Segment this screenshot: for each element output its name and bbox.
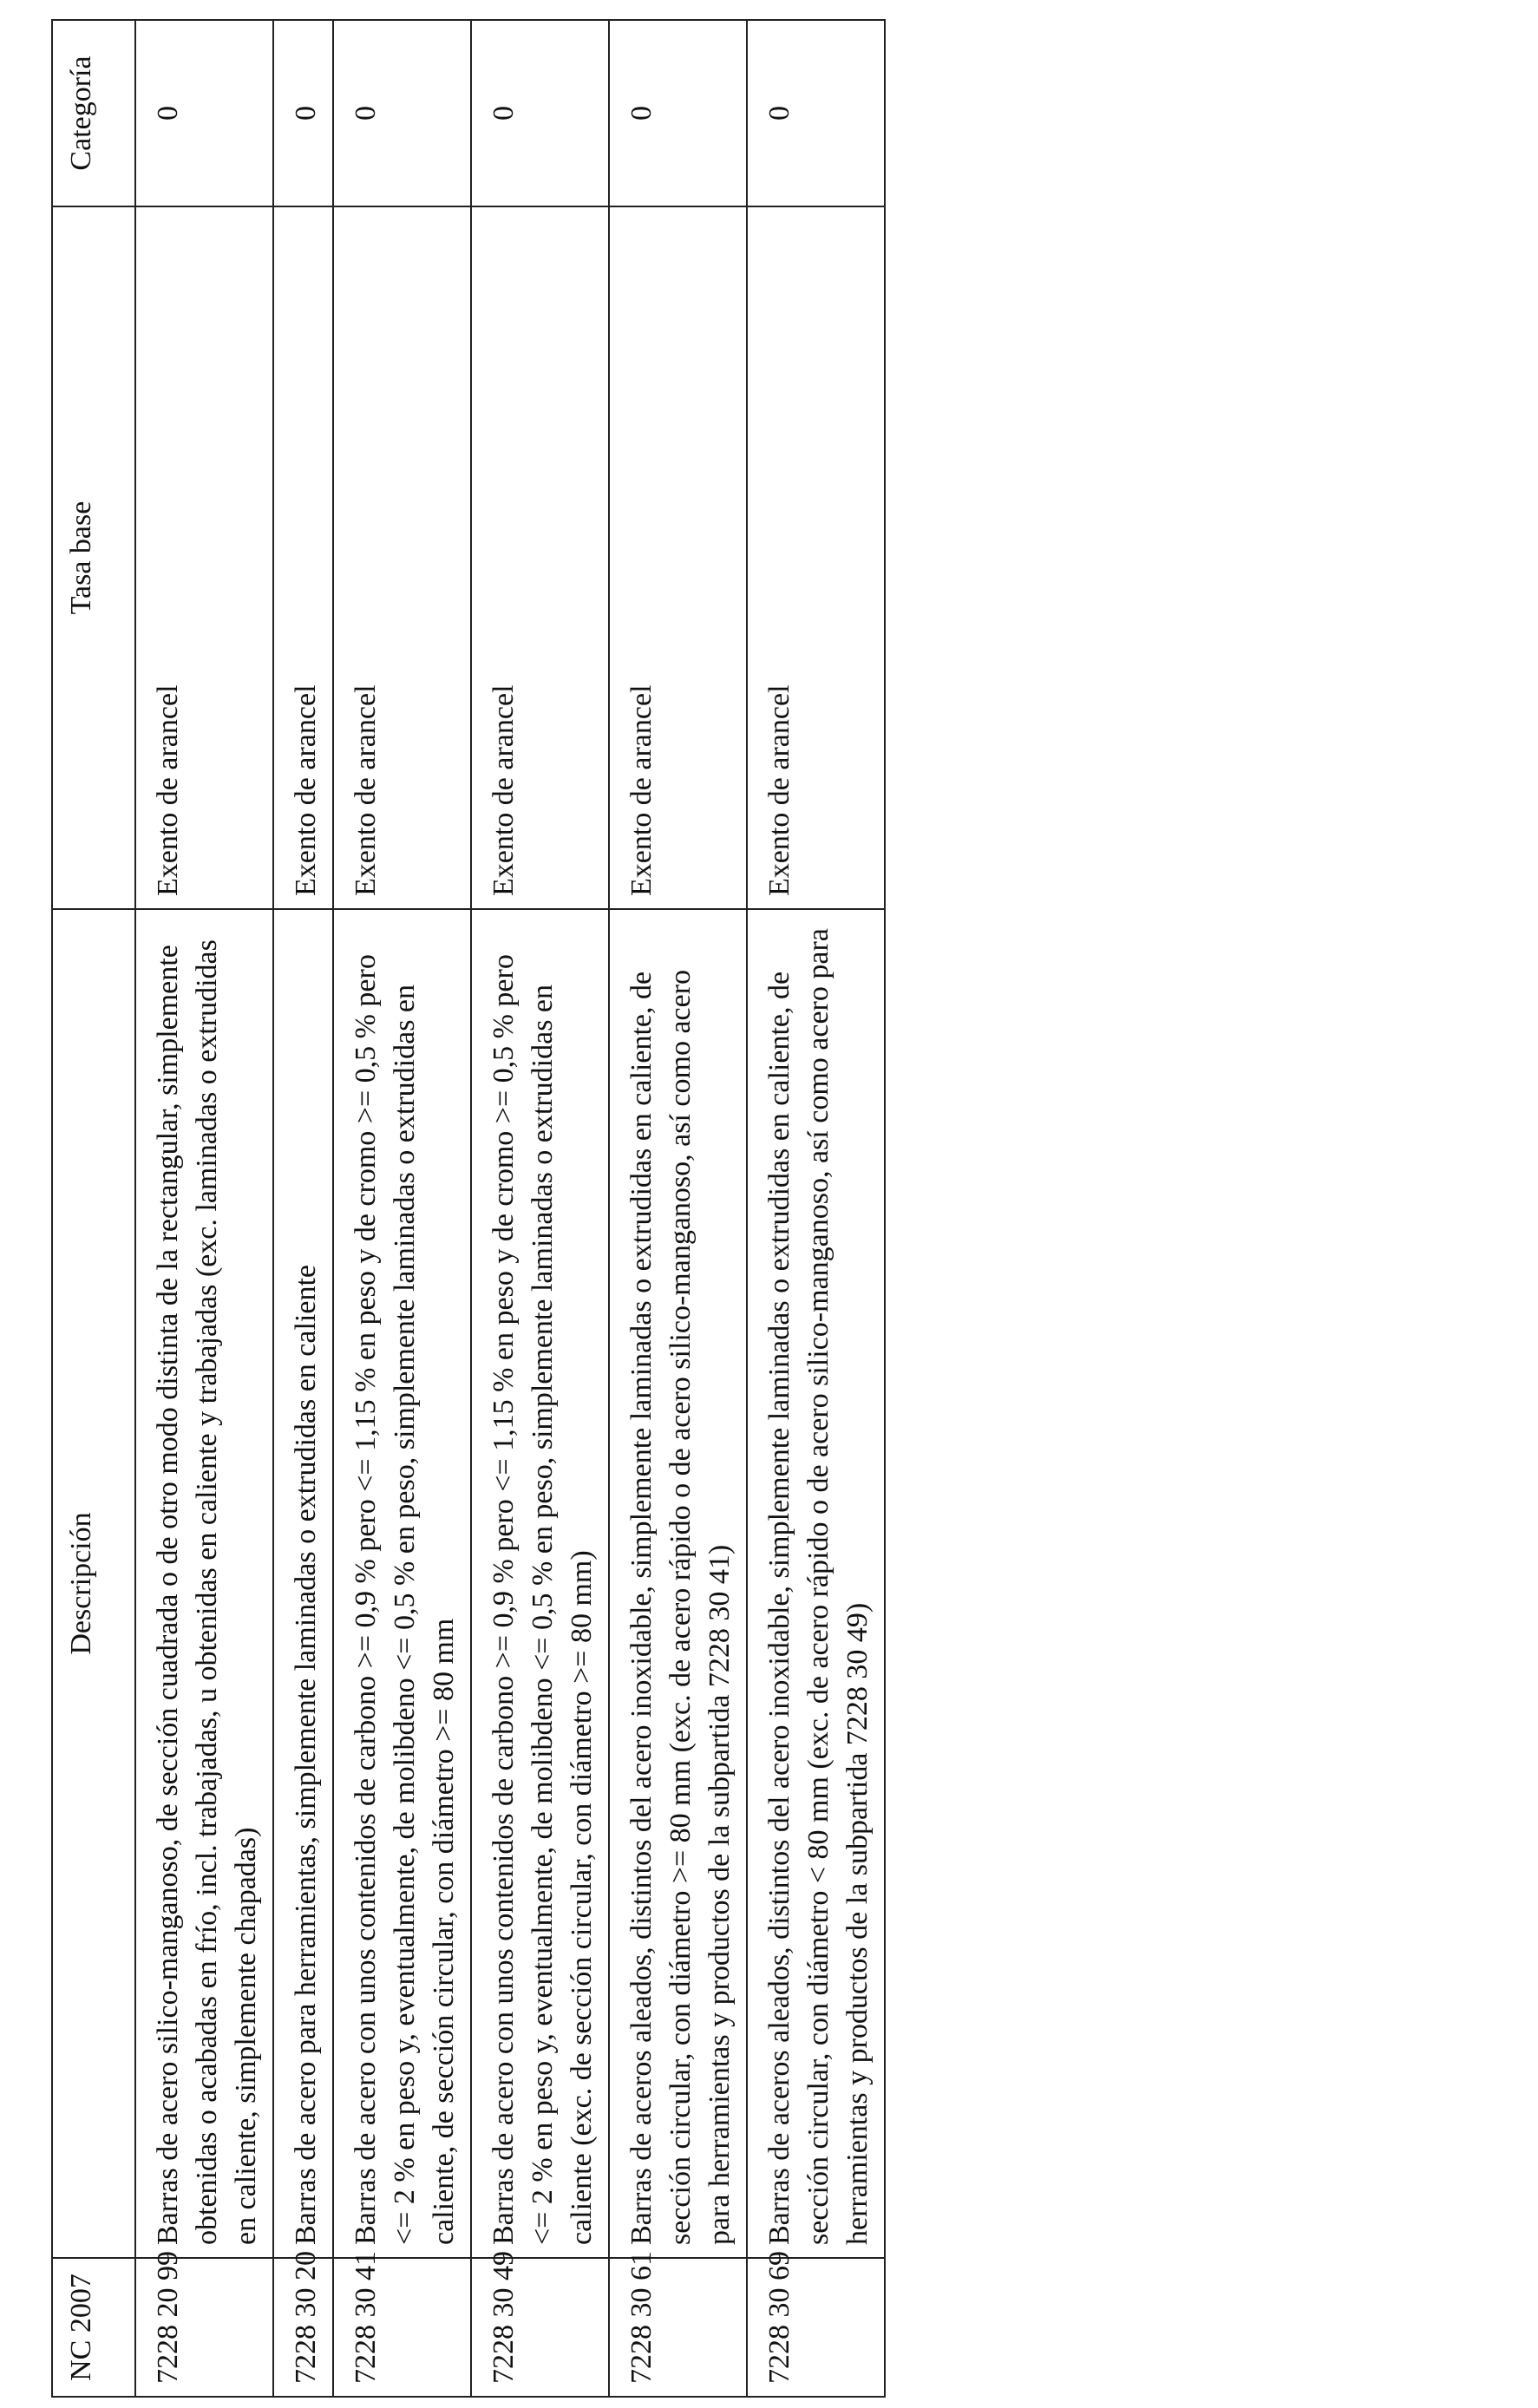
- cell-category: 0: [273, 20, 333, 206]
- cell-base-rate: Exento de arancel: [747, 206, 885, 909]
- cell-code: 7228 30 69: [747, 2258, 885, 2397]
- table-row: [333, 20, 471, 2397]
- cell-base-rate: Exento de arancel: [609, 206, 747, 909]
- cell-description: Barras de aceros aleados, distintos del acero inoxidable, simplemente laminadas o extrudidas en caliente, de sección circular, con diámetro < 80 mm (exc. de acero rápido o de acero silico-manganoso, así como acero para herramientas y productos de la subpartida 7228 30 49): [747, 909, 885, 2258]
- cell-description: Barras de acero con unos contenidos de carbono >= 0,9 % pero <= 1,15 % en peso y de cromo >= 0,5 % pero <= 2 % en peso y, eventualmente, de molibdeno <= 0,5 % en peso, simplemente laminadas o extrudidas en caliente, de sección circular, con diámetro >= 80 mm: [333, 909, 471, 2258]
- cell-code: 7228 30 61: [609, 2258, 747, 2397]
- table-row: [273, 20, 333, 2397]
- cell-code: 7228 30 20: [273, 2258, 333, 2397]
- cell-category: 0: [747, 20, 885, 206]
- cell-base-rate: Exento de arancel: [333, 206, 471, 909]
- tariff-table: [51, 19, 886, 2398]
- cell-base-rate: Exento de arancel: [273, 206, 333, 909]
- cell-description: Barras de acero silico-manganoso, de sección cuadrada o de otro modo distinta de la rectangular, simplemente obtenidas o acabadas en frío, incl. trabajadas, u obtenidas en caliente y trabajadas (exc. laminadas o extrudidas en caliente, simplemente chapadas): [135, 909, 273, 2258]
- cell-code: 7228 30 49: [471, 2258, 609, 2397]
- table-row: [135, 20, 273, 2397]
- cell-category: 0: [471, 20, 609, 206]
- cell-base-rate: Exento de arancel: [135, 206, 273, 909]
- cell-code: 7228 20 99: [135, 2258, 273, 2397]
- cell-description: Barras de acero para herramientas, simplemente laminadas o extrudidas en caliente: [273, 909, 333, 2258]
- table-row: [471, 20, 609, 2397]
- cell-description: Barras de aceros aleados, distintos del acero inoxidable, simplemente laminadas o extrudidas en caliente, de sección circular, con diámetro >= 80 mm (exc. de acero rápido o de acero silico-manganoso, así como acero para herramientas y productos de la subpartida 7228 30 41): [609, 909, 747, 2258]
- rotated-table-container: [51, 21, 874, 2398]
- cell-category: 0: [609, 20, 747, 206]
- header-base-rate: Tasa base: [52, 206, 135, 909]
- header-description: Descripción: [52, 909, 135, 2258]
- cell-category: 0: [135, 20, 273, 206]
- cell-description: Barras de acero con unos contenidos de carbono >= 0,9 % pero <= 1,15 % en peso y de cromo >= 0,5 % pero <= 2 % en peso y, eventualmente, de molibdeno <= 0,5 % en peso, simplemente laminadas o extrudidas en caliente (exc. de sección circular, con diámetro >= 80 mm): [471, 909, 609, 2258]
- table-row: [609, 20, 747, 2397]
- header-code: NC 2007: [52, 2258, 135, 2397]
- cell-code: 7228 30 41: [333, 2258, 471, 2397]
- cell-base-rate: Exento de arancel: [471, 206, 609, 909]
- table-row: [747, 20, 885, 2397]
- header-category: Categoría: [52, 20, 135, 206]
- cell-category: 0: [333, 20, 471, 206]
- header-row: [52, 20, 135, 2397]
